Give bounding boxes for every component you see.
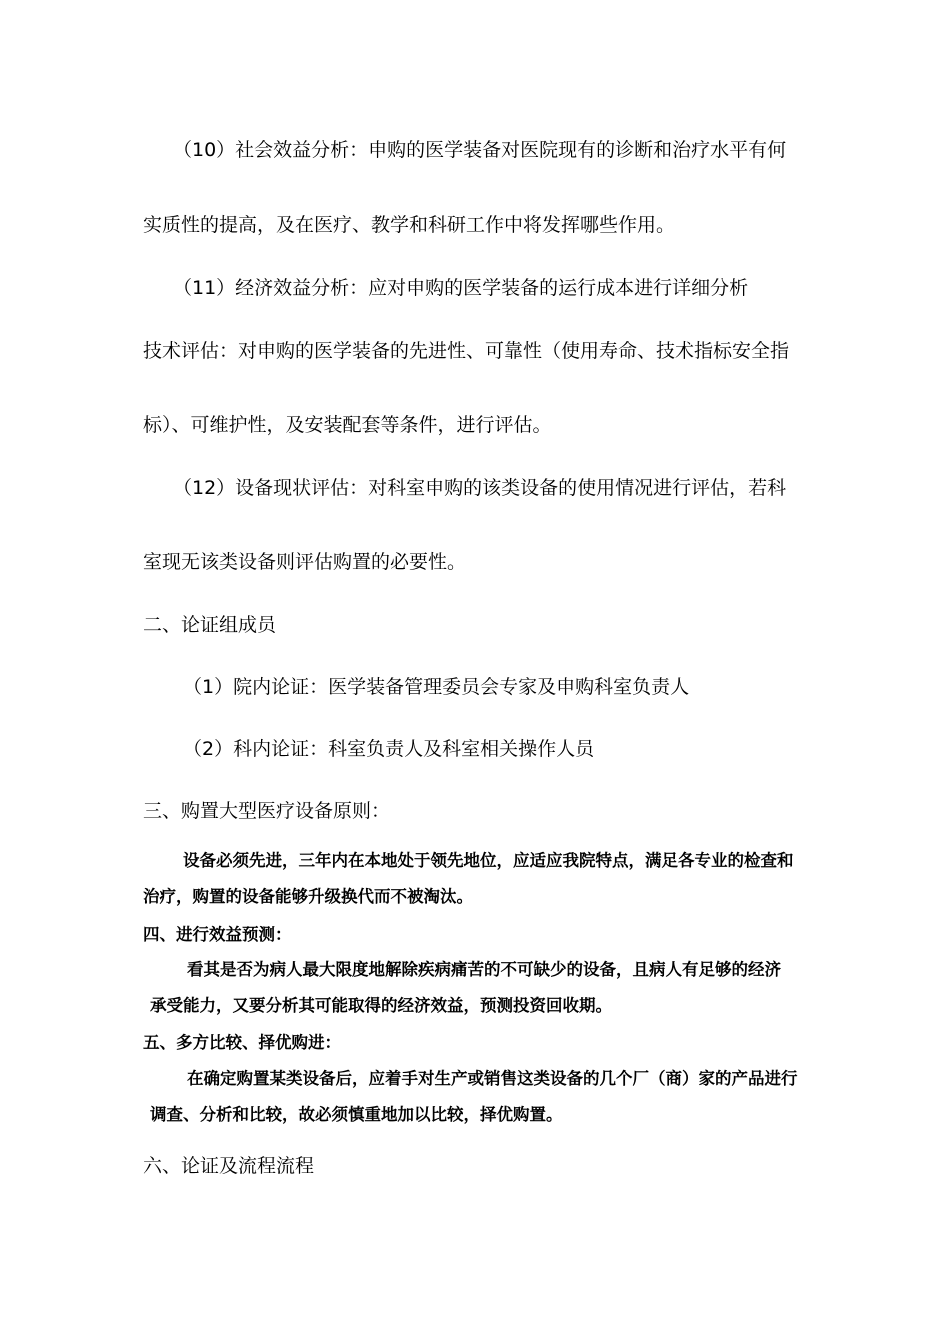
section2-item-1: （1）院内论证：医学装备管理委员会专家及申购科室负责人 xyxy=(183,676,690,698)
section-heading-4: 四、进行效益预测： xyxy=(143,925,292,944)
section2-item-2: （2）科内论证：科室负责人及科室相关操作人员 xyxy=(183,738,595,760)
paragraph-tech-eval-line2: 标）、可维护性，及安装配套等条件，进行评估。 xyxy=(143,414,552,436)
paragraph-tech-eval-line1: 技术评估：对申购的医学装备的先进性、可靠性（使用寿命、技术指标安全指 xyxy=(143,340,790,362)
paragraph-social-benefit-line1: （10）社会效益分析：申购的医学装备对医院现有的诊断和治疗水平有何 xyxy=(173,139,787,161)
section3-text-line1: 设备必须先进，三年内在本地处于领先地位，应适应我院特点，满足各专业的检查和 xyxy=(183,851,794,870)
section-heading-3: 三、购置大型医疗设备原则： xyxy=(143,800,391,822)
section3-text-line2: 治疗，购置的设备能够升级换代而不被淘汰。 xyxy=(143,887,473,906)
section5-text-line1: 在确定购置某类设备后，应着手对生产或销售这类设备的几个厂（商）家的产品进行 xyxy=(187,1069,798,1088)
paragraph-social-benefit-line2: 实质性的提高，及在医疗、教学和科研工作中将发挥哪些作用。 xyxy=(143,214,676,236)
paragraph-status-eval-line1: （12）设备现状评估：对科室申购的该类设备的使用情况进行评估，若科 xyxy=(173,477,787,499)
section5-text-line2: 调查、分析和比较，故必须慎重地加以比较，择优购置。 xyxy=(150,1105,563,1124)
paragraph-economic-benefit: （11）经济效益分析：应对申购的医学装备的运行成本进行详细分析 xyxy=(173,277,749,299)
paragraph-status-eval-line2: 室现无该类设备则评估购置的必要性。 xyxy=(143,551,467,573)
section4-text-line2: 承受能力，又要分析其可能取得的经济效益，预测投资回收期。 xyxy=(150,996,612,1015)
section-heading-5: 五、多方比较、择优购进： xyxy=(143,1033,341,1052)
section-heading-2: 二、论证组成员 xyxy=(143,614,277,636)
section4-text-line1: 看其是否为病人最大限度地解除疾病痛苦的不可缺少的设备，且病人有足够的经济 xyxy=(187,960,781,979)
section-heading-6: 六、论证及流程流程 xyxy=(143,1155,315,1177)
